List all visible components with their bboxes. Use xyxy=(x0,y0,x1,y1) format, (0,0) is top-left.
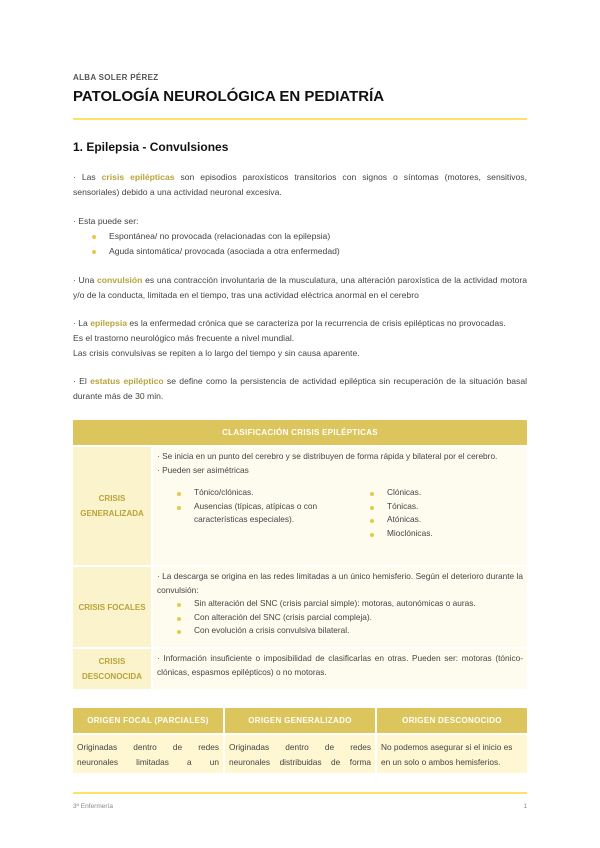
footer-divider xyxy=(73,792,527,794)
paragraph-epilepsia xyxy=(73,316,527,361)
row-content xyxy=(153,567,527,647)
document-title: PATOLOGÍA NEUROLÓGICA EN PEDIATRÍA xyxy=(73,88,385,105)
text: son episodios paroxísticos transitorios con signos o síntomas (motores, sensitivos, sensoriales) debido a una actividad neuronal excesiva. xyxy=(73,172,527,197)
row-label: CRISIS DESCONOCIDA xyxy=(73,649,151,689)
paragraph-estatus xyxy=(73,374,527,404)
list-item: Clónicas. xyxy=(387,486,523,500)
list-item: Mioclónicas. xyxy=(387,527,523,541)
table-row xyxy=(73,735,527,773)
row-content: · Información insuficiente o imposibilidad de clasificarlas en otras. Pueden ser: motoras (tónico-clónicas, espasmos epilépticos) o no motoras. xyxy=(153,649,527,689)
paragraph-tipos xyxy=(73,214,527,259)
row-label: CRISIS GENERALIZADA xyxy=(73,447,151,565)
list-item: Con evolución a crisis convulsiva bilateral. xyxy=(194,624,523,638)
column-header: ORIGEN GENERALIZADO xyxy=(225,708,375,733)
list-item: Ausencias (típicas, atípicas o con características especiales). xyxy=(194,500,330,527)
text: · Pueden ser asimétricas xyxy=(157,464,249,475)
text: · Se inicia en un punto del cerebro y se distribuyen de forma rápida y bilateral por el cerebro. xyxy=(157,451,498,461)
text: · Una xyxy=(73,275,98,285)
section-heading: 1. Epilepsia - Convulsiones xyxy=(73,140,229,154)
table-row xyxy=(73,649,527,689)
text: es la enfermedad crónica que se caracteriza por la recurrencia de crisis epilépticas no provocadas. xyxy=(126,318,506,328)
text: · Las xyxy=(73,172,102,182)
page-number: 1 xyxy=(523,803,527,810)
list-item: Aguda sintomática/ provocada (asociada a otra enfermedad) xyxy=(109,244,527,259)
paragraph-crisis xyxy=(73,170,527,200)
list-item: Tónicas. xyxy=(387,500,523,514)
term-epilepsia: epilepsia xyxy=(90,318,127,328)
footer-course: 3º Enfermería xyxy=(73,803,113,810)
text: · Esta puede ser: xyxy=(73,216,139,226)
table-cell xyxy=(225,735,375,773)
text: Es el trastorno neurológico más frecuente a nivel mundial. xyxy=(73,333,295,343)
cell-text: Originadas dentro de redes neuronales limitadas a un xyxy=(77,742,219,767)
table-header: CLASIFICACIÓN CRISIS EPILÉPTICAS xyxy=(73,420,527,445)
origin-table xyxy=(71,706,529,775)
title-divider xyxy=(73,118,527,120)
cell-text: Originadas dentro de redes neuronales distribuidas de forma xyxy=(229,742,371,767)
term-estatus-epileptico: estatus epiléptico xyxy=(90,376,164,386)
cell-text: No podemos asegurar si el inicio es en un solo o ambos hemisferios. xyxy=(381,742,513,767)
term-convulsion: convulsión xyxy=(97,275,143,285)
table-cell xyxy=(377,735,527,773)
list-item: Sin alteración del SNC (crisis parcial simple): motoras, autonómicas o auras. xyxy=(194,597,523,611)
classification-table xyxy=(71,418,529,691)
list-item: Atónicas. xyxy=(387,513,523,527)
term-crisis-epilepticas: crisis epilépticas xyxy=(101,172,175,182)
table-row xyxy=(73,447,527,565)
text: Las crisis convulsivas se repiten a lo largo del tiempo y sin causa aparente. xyxy=(73,348,360,358)
text: · El xyxy=(73,376,91,386)
column-header: ORIGEN FOCAL (PARCIALES) xyxy=(73,708,223,733)
list-item: Espontánea/ no provocada (relacionadas con la epilepsia) xyxy=(109,229,527,244)
text: se define como la persistencia de actividad epiléptica sin recuperación de la situación basal durante más de 30 min. xyxy=(73,376,528,401)
list-item: Tónico/clónicas. xyxy=(194,486,330,500)
column-header: ORIGEN DESCONOCIDO xyxy=(377,708,527,733)
text: · La xyxy=(73,318,91,328)
text: · La descarga se origina en las redes limitadas a un único hemisferio. Según el deterioro durante la convulsión: xyxy=(157,571,523,595)
list-item: Con alteración del SNC (crisis parcial compleja). xyxy=(194,611,523,625)
table-cell xyxy=(73,735,223,773)
table-row xyxy=(73,567,527,647)
row-content xyxy=(153,447,527,565)
author-name: ALBA SOLER PÉREZ xyxy=(73,73,159,82)
paragraph-convulsion xyxy=(73,273,527,303)
row-label: CRISIS FOCALES xyxy=(73,567,151,647)
text: es una contracción involuntaria de la musculatura, una alteración paroxística de la actividad motora y/o de la conducta, limitada en el tiempo, tras una actividad eléctrica anormal en el cerebro xyxy=(73,275,528,300)
